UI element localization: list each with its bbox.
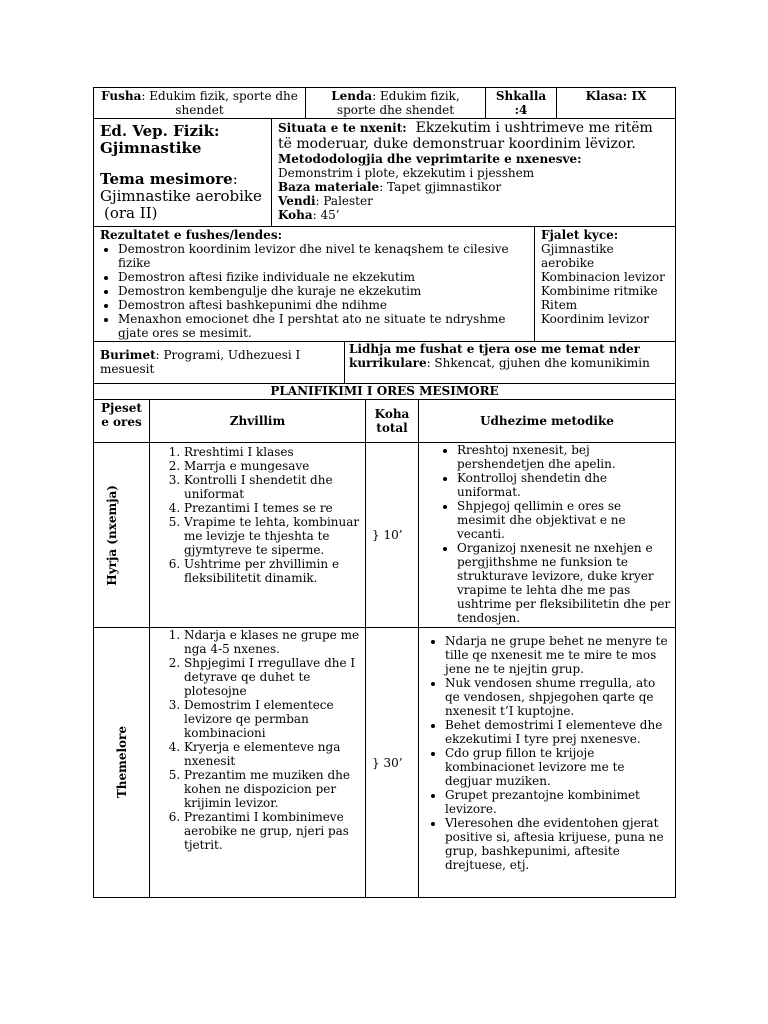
shkalla-label: Shkalla	[495, 89, 547, 103]
step-item: 4. Prezantimi I temes se re	[184, 501, 361, 515]
keywords-label: Fjalet kyce	[541, 228, 614, 242]
subject-title: Ed. Vep. Fizik: Gjimnastike	[100, 122, 220, 157]
notes-cell	[419, 628, 676, 898]
metodologjia-line: Metododologjia dhe veprimtarite e nxenesve:	[278, 152, 582, 166]
situata-value: Ekzekutim i ushtrimeve me ritëm të moderuar, duke demonstruar koordinim lëvizor.	[278, 120, 653, 152]
step-item: 5. Vrapime te lehta, kombinuar me levizje te thjeshta te gjymtyreve te siperme.	[184, 515, 361, 557]
step-item: 1. Ndarja e klases ne grupe me nga 4-5 nxenes.	[184, 628, 361, 656]
subject-cell	[94, 119, 272, 227]
steps-cell	[150, 628, 366, 898]
keyword-item: Gjimnastike aerobike	[541, 242, 614, 270]
topic-table	[93, 118, 676, 227]
phase-cell	[94, 628, 150, 898]
lenda-value: : Edukim fizik, sporte dhe shendet	[336, 89, 460, 117]
vendi-line	[278, 194, 669, 208]
result-item: • Menaxhon emocionet dhe I pershtat ato ne situate te ndryshme gjate ores se mesimit.	[118, 312, 530, 340]
klasa-value: Klasa: IX	[585, 89, 647, 103]
keywords-cell: Fjalet kyce: Gjimnastike aerobike Kombinacion levizor Kombinime ritmike Ritem Koordinim levizor	[535, 227, 676, 342]
note-item: • Shpjegoj qellimin e ores se mesimit dhe objektivat e ne vecanti.	[457, 499, 671, 541]
koha-value: : 45’	[312, 208, 340, 222]
tema-label: Tema mesimore	[100, 170, 233, 188]
burimet-value: : Programi, Udhezuesi I mesuesit	[100, 348, 301, 376]
plan-title: PLANIFIKIMI I ORES MESIMORE	[94, 384, 676, 400]
vendi-label: Vendi	[278, 194, 316, 208]
burimet-label: Burimet	[100, 348, 156, 362]
time-cell: } 10’	[366, 443, 419, 628]
shkalla-value: :4	[514, 103, 528, 117]
fusha-value: : Edukim fizik, sporte dhe shendet	[141, 89, 298, 117]
note-item: • Rreshtoj nxenesit, bej pershendetjen dhe apelin.	[457, 443, 671, 471]
steps-list	[154, 628, 361, 852]
klasa-cell	[557, 88, 676, 119]
metodologjia-value: Demonstrim i plote, ekzekutim i pjesshem	[278, 166, 535, 180]
situation-cell	[272, 119, 676, 227]
situata-line: Situata e te nxenit: Ekzekutim i ushtrimeve me ritëm të moderuar, duke demonstruar koordinim lëvizor.	[278, 120, 653, 152]
step-item: 2. Marrja e mungesave	[184, 459, 361, 473]
step-item: 4. Kryerja e elementeve nga nxenesit	[184, 740, 361, 768]
tema-line: Tema mesimore:	[100, 170, 238, 188]
shkalla-cell	[486, 88, 557, 119]
situata-label: Situata e te nxenit	[278, 121, 403, 135]
time-cell: } 30’	[366, 628, 419, 898]
keyword-item: Kombinacion levizor	[541, 270, 665, 284]
result-item: • Demostron kembengulje dhe kuraje ne ekzekutim	[118, 284, 530, 298]
phase-label: Themelore	[114, 726, 129, 799]
baza-value: : Tapet gjimnastikor	[379, 180, 502, 194]
step-item: 3. Kontrolli I shendetit dhe uniformat	[184, 473, 361, 501]
lenda-label: Lenda	[331, 89, 373, 103]
note-item: • Grupet prezantojne kombinimet levizore.	[445, 788, 671, 816]
keyword-item: Ritem	[541, 298, 578, 312]
metodologjia-label: Metododologjia dhe veprimtarite e nxenesve	[278, 152, 578, 166]
fusha-cell	[94, 88, 306, 119]
koha-line	[278, 208, 669, 222]
col-pjeset-header: Pjeset e ores	[94, 400, 150, 443]
phase-label: Hyrja (nxemja)	[104, 484, 119, 586]
results-table	[93, 226, 676, 342]
lidhja-cell	[345, 342, 676, 384]
plan-row-hyrja	[94, 443, 676, 628]
step-item: 1. Rreshtimi I klases	[184, 445, 361, 459]
step-item: 6. Prezantimi I kombinimeve aerobike ne grup, njeri pas tjetrit.	[184, 810, 361, 852]
step-item: 6. Ushtrime per zhvillimin e fleksibilitetit dinamik.	[184, 557, 361, 585]
plan-table	[93, 383, 676, 898]
note-item: • Kontrolloj shendetin dhe uniformat.	[457, 471, 671, 499]
col-udhezime-header: Udhezime metodike	[419, 400, 676, 443]
baza-line	[278, 180, 669, 194]
col-koha-header: Koha total	[366, 400, 419, 443]
note-item: • Vleresohen dhe evidentohen gjerat positive si, aftesia krijuese, puna ne grup, bashkepunimi, aftesite drejtuese, etj.	[445, 816, 671, 872]
lidhja-label: Lidhja me fushat e tjera ose me temat nder kurrikulare	[349, 342, 640, 370]
results-list	[94, 242, 530, 340]
note-item: • Ndarja ne grupe behet ne menyre te tille qe nxenesit me te mire te mos jene ne te njejtin grup.	[445, 634, 671, 676]
baza-label: Baza materiale	[278, 180, 380, 194]
sources-table	[93, 341, 676, 384]
keyword-item: Koordinim levizor	[541, 312, 649, 326]
lesson-plan-document	[93, 87, 675, 898]
results-cell: Rezultatet e fushes/lendes: • Demostron koordinim levizor dhe nivel te kenaqshem te cilesive fizike • Demostron aftesi fizike individuale ne ekzekutim • Demostron kembengulje dhe kuraje ne ekzekutim • Demostron aftesi bashkepunimi dhe ndihme • Menaxhon emocionet dhe I pershtat ato ne situate te ndryshme gjate ores se mesimit.	[94, 227, 535, 342]
results-label: Rezultatet e fushes/lendes	[100, 228, 278, 242]
step-item: 2. Shpjegimi I rregullave dhe I detyrave qe duhet te plotesojne	[184, 656, 361, 698]
result-item: • Demostron aftesi fizike individuale ne ekzekutim	[118, 270, 530, 284]
result-item: • Demostron aftesi bashkepunimi dhe ndihme	[118, 298, 530, 312]
notes-list	[423, 443, 671, 625]
notes-list	[423, 634, 671, 872]
keyword-item: Kombinime ritmike	[541, 284, 658, 298]
burimet-cell	[94, 342, 345, 384]
vendi-value: : Palester	[315, 194, 373, 208]
header-table	[93, 87, 676, 119]
notes-cell	[419, 443, 676, 628]
plan-row-themelore	[94, 628, 676, 898]
tema-ora: (ora II)	[104, 204, 158, 222]
note-item: • Behet demostrimi I elementeve dhe ekzekutimi I tyre prej nxenesve.	[445, 718, 671, 746]
note-item: • Organizoj nxenesit ne nxehjen e pergjithshme ne funksion te strukturave levizore, duke kryer vrapime te lehta dhe me pas ushtrime per fleksibilitetin dhe per tendosjen.	[457, 541, 671, 625]
lidhja-value: : Shkencat, gjuhen dhe komunikimin	[426, 356, 650, 370]
result-item: • Demostron koordinim levizor dhe nivel te kenaqshem te cilesive fizike	[118, 242, 530, 270]
steps-list	[154, 445, 361, 585]
lenda-cell	[306, 88, 486, 119]
note-item: • Nuk vendosen shume rregulla, ato qe vendosen, shpjegohen qarte qe nxenesit t’I kuptojne.	[445, 676, 671, 718]
note-item: • Cdo grup fillon te krijoje kombinacionet levizore me te degjuar muziken.	[445, 746, 671, 788]
tema-value: Gjimnastike aerobike	[100, 187, 262, 205]
phase-cell	[94, 443, 150, 628]
col-zhvillim-header: Zhvillim	[150, 400, 366, 443]
step-item: 5. Prezantim me muziken dhe kohen ne dispozicion per krijimin levizor.	[184, 768, 361, 810]
step-item: 3. Demostrim I elementece levizore qe permban kombinacioni	[184, 698, 361, 740]
fusha-label: Fusha	[101, 89, 142, 103]
koha-label: Koha	[278, 208, 313, 222]
steps-cell	[150, 443, 366, 628]
